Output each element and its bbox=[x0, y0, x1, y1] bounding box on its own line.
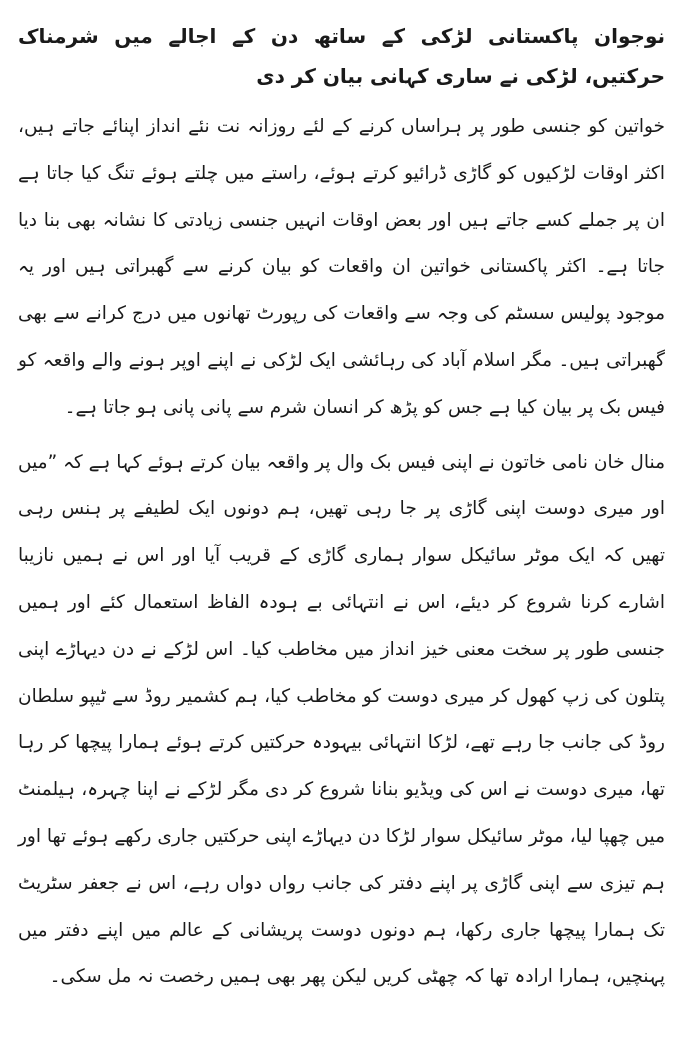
article-paragraph-1: خواتین کو جنسی طور پر ہراساں کرنے کے لئے روزانہ نت نئے انداز اپنائے جاتے ہیں، اکثر اوقات لڑکیوں کو گاڑی ڈرائیو کرتے ہوئے، راستے میں چلتے ہوئے تنگ کیا جاتا ہے ان پر جملے کسے جاتے ہیں اور بعض اوقات انہیں جنسی زیادتی کا نشانہ بھی بنا دیا جاتا ہے۔ اکثر پاکستانی خواتین ان واقعات کو بیان کرنے سے گھبراتی ہیں اور یہ موجود پولیس سسٹم کی وجہ سے واقعات کی رپورٹ تھانوں میں درج کرانے سے بھی گھبراتی ہیں۔ مگر اسلام آباد کی رہائشی ایک لڑکی نے اپنے اوپر ہونے والے واقعہ کو فیس بک پر بیان کیا ہے جس کو پڑھ کر انسان شرم سے پانی پانی ہو جاتا ہے۔ bbox=[18, 116, 665, 418]
article-paragraph-2: منال خان نامی خاتون نے اپنی فیس بک وال پر واقعہ بیان کرتے ہوئے کہا ہے کہ ”میں اور میری دوست اپنی گاڑی پر جا رہی تھیں، ہم دونوں ایک لطیفے پر ہنس رہی تھیں کہ ایک موٹر سائیکل سوار ہماری گاڑی کے قریب آیا اور اس نے ہمیں نازیبا اشارے کرنا شروع کر دیئے، اس نے انتہائی بے ہودہ الفاظ استعمال کئے اور ہمیں جنسی طور پر سخت معنی خیز انداز میں مخاطب کیا۔ اس لڑکے نے دن دیہاڑے اپنی پتلون کی زپ کھول کر میری دوست کو مخاطب کیا، ہم کشمیر روڈ سے ٹیپو سلطان روڈ کی جانب جا رہے تھے، لڑکا انتہائی بیہودہ حرکتیں کرتے ہوئے ہمارا پیچھا کر رہا تھا، میری دوست نے اس کی ویڈیو بنانا شروع کر دی مگر لڑکے نے اپنا چہرہ، ہیلمنٹ میں چھپا لیا، موٹر سائیکل سوار لڑکا دن دیہاڑے اپنی حرکتیں جاری رکھے ہوئے تھا اور ہم تیزی سے اپنی گاڑی پر اپنے دفتر کی جانب رواں دواں رہے، اس نے جعفر سٹریٹ تک ہمارا پیچھا جاری رکھا، ہم دونوں دوست پریشانی کے عالم میں اپنے دفتر میں پہنچیں، ہمارا ارادہ تھا کہ چھٹی کریں لیکن پھر بھی ہمیں رخصت نہ مل سکی۔ bbox=[18, 451, 665, 988]
article-headline: نوجوان پاکستانی لڑکی کے ساتھ دن کے اجالے میں شرمناک حرکتیں، لڑکی نے ساری کہانی بیان کر دی bbox=[18, 24, 665, 88]
